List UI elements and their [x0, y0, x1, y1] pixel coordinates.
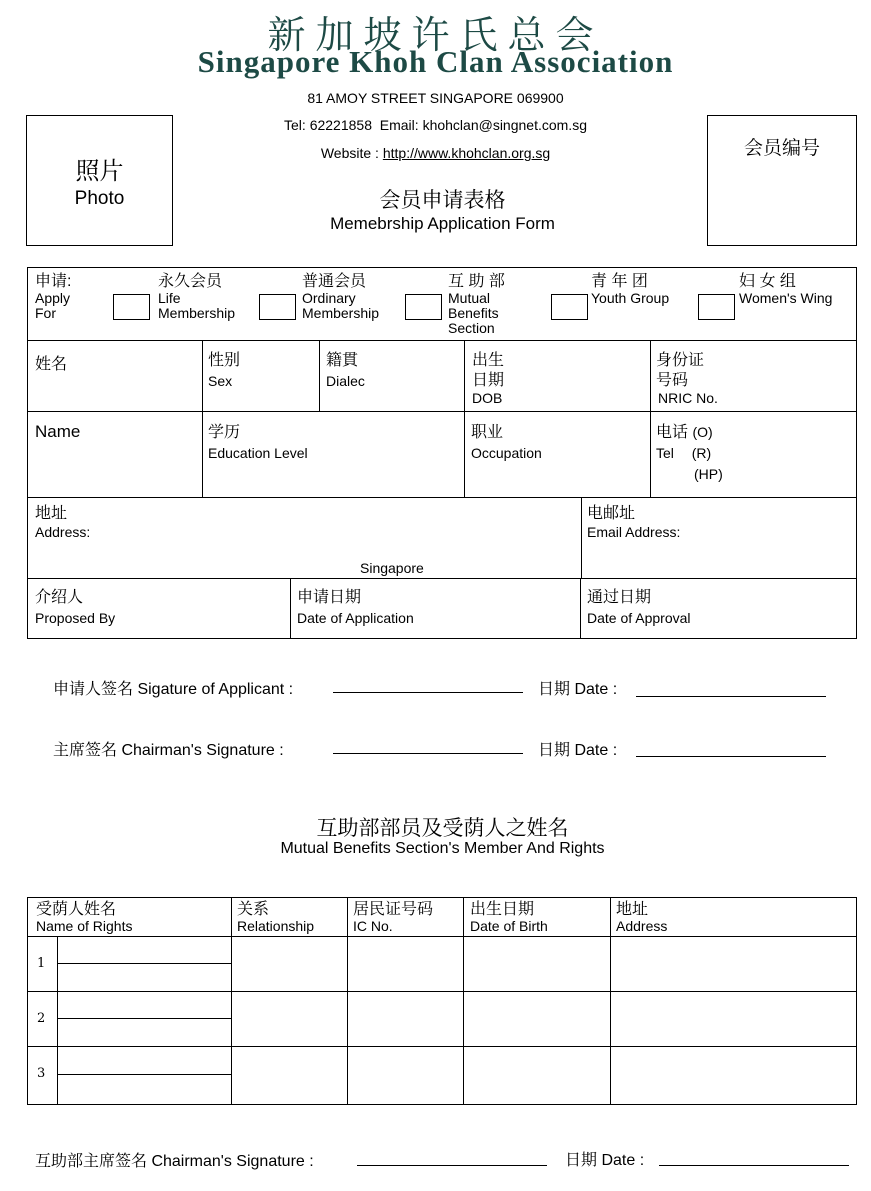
applicant-signature-line[interactable]	[333, 692, 523, 693]
date-of-application-field[interactable]: 申请日期 Date of Application	[297, 589, 414, 626]
col-address: 地址 Address	[616, 901, 668, 934]
chairman-date-label: 日期 Date :	[538, 742, 618, 759]
email-address: khohclan@singnet.com.sg	[422, 117, 587, 133]
association-name-en: Singapore Khoh Clan Association	[197, 44, 674, 79]
education-field[interactable]: 学历 Education Level	[208, 424, 308, 461]
website-label: Website :	[320, 145, 379, 161]
mutual-benefits-checkbox[interactable]	[405, 294, 442, 320]
col-date-of-birth: 出生日期 Date of Birth	[470, 901, 548, 934]
proposed-by-field[interactable]: 介绍人 Proposed By	[35, 589, 116, 626]
tel-label: Tel:	[284, 117, 306, 133]
tel-number: 62221858	[309, 117, 372, 133]
application-form-table	[27, 267, 857, 639]
applicant-date-label: 日期 Date :	[538, 681, 618, 698]
chairman-date-line[interactable]	[636, 756, 826, 757]
email-field[interactable]: 电邮址 Email Address:	[587, 505, 681, 540]
website-link[interactable]: http://www.khohclan.org.sg	[382, 145, 551, 161]
option-youth-group: 青 年 团 Youth Group	[591, 273, 670, 307]
dob-field[interactable]: 出生 日期 DOB	[472, 352, 505, 407]
address-field[interactable]: 地址 Address:	[35, 505, 91, 540]
occupation-field[interactable]: 职业 Occupation	[471, 424, 542, 461]
option-womens-wing: 妇 女 组 Women's Wing	[739, 273, 833, 307]
mb-chairman-signature-line[interactable]	[357, 1165, 547, 1166]
association-name-cn: 新加坡许氏总会	[267, 13, 604, 57]
life-membership-checkbox[interactable]	[113, 294, 150, 320]
apply-for-label: 申请: Apply For	[35, 273, 72, 322]
nric-field[interactable]: 身份证 号码 NRIC No.	[656, 352, 718, 407]
ordinary-membership-checkbox[interactable]	[259, 294, 296, 320]
youth-group-checkbox[interactable]	[551, 294, 588, 320]
row-number: 2	[37, 1011, 46, 1026]
option-mutual-benefits: 互 助 部 Mutual Benefits Section	[448, 273, 505, 337]
col-name-of-rights: 受荫人姓名 Name of Rights	[36, 901, 133, 934]
email-label: Email:	[379, 117, 419, 133]
form-title-en: Memebrship Application Form	[330, 214, 555, 233]
association-address: 81 AMOY STREET SINGAPORE 069900	[307, 90, 564, 106]
dialect-field[interactable]: 籍貫 Dialec	[326, 352, 365, 389]
address-country: Singapore	[360, 560, 424, 576]
tel-field[interactable]: 电话 (O) Tel (R) (HP)	[656, 424, 723, 482]
womens-wing-checkbox[interactable]	[698, 294, 735, 320]
mb-chairman-date-label: 日期 Date :	[565, 1152, 645, 1169]
date-of-approval-field[interactable]: 通过日期 Date of Approval	[587, 589, 691, 626]
mb-chairman-date-line[interactable]	[659, 1165, 849, 1166]
row-number: 1	[37, 956, 46, 971]
chairman-signature-label: 主席签名 Chairman's Signature :	[53, 742, 284, 759]
mutual-section-title-en: Mutual Benefits Section's Member And Rights	[280, 840, 605, 857]
member-number-label: 会员编号	[743, 138, 820, 159]
photo-label-en: Photo	[74, 188, 125, 209]
sex-field[interactable]: 性别 Sex	[208, 352, 241, 389]
form-title-cn: 会员申请表格	[379, 189, 506, 212]
chairman-signature-line[interactable]	[333, 753, 523, 754]
col-relationship: 关系 Relationship	[237, 901, 315, 934]
photo-label-cn: 照片	[75, 158, 124, 185]
option-life-membership: 永久会员 Life Membership	[158, 273, 236, 322]
mutual-section-title-cn: 互助部部员及受荫人之姓名	[316, 817, 569, 840]
applicant-signature-label: 申请人签名 Sigature of Applicant :	[53, 681, 294, 698]
row-number: 3	[37, 1066, 46, 1081]
option-ordinary-membership: 普通会员 Ordinary Membership	[302, 273, 380, 322]
name-field[interactable]: Name	[35, 422, 81, 441]
col-ic-no: 居民证号码 IC No.	[353, 901, 434, 934]
name-cn-label: 姓名	[35, 356, 68, 373]
applicant-date-line[interactable]	[636, 696, 826, 697]
mb-chairman-signature-label: 互助部主席签名 Chairman's Signature :	[35, 1153, 314, 1170]
